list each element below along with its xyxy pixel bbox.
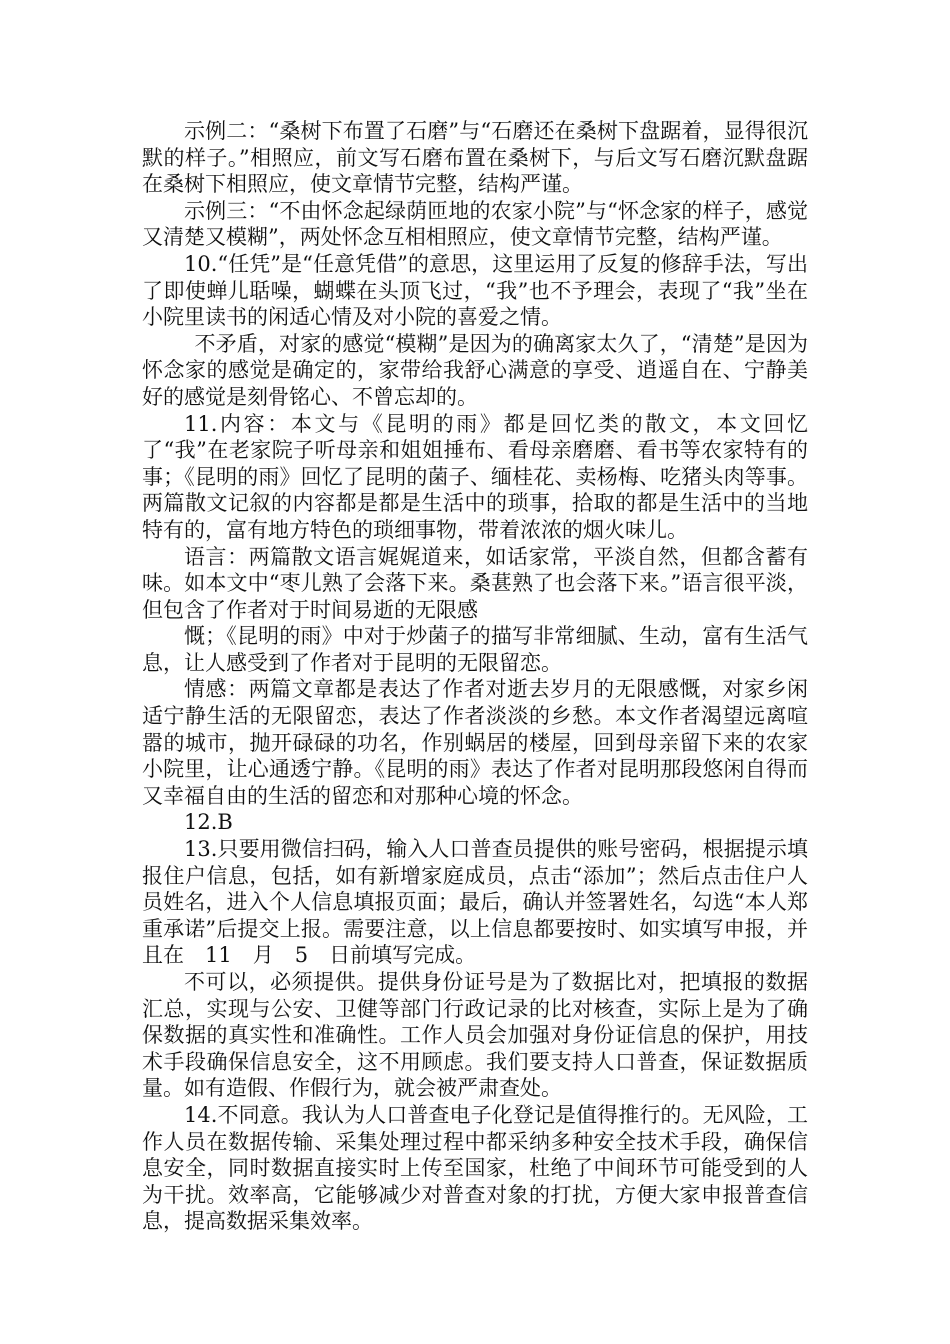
paragraph-example-two: 示例二：“桑树下布置了石磨”与“石磨还在桑树下盘踞着，显得很沉默的样子。”相照应，前文写石磨布置在桑树下，与后文写石磨沉默盘踞在桑树下相照应，使文章情节完整，结构严谨。 (142, 119, 808, 197)
paragraph-answer-10-contradiction: 不矛盾，对家的感觉“模糊”是因为的确离家太久了，“清楚”是因为怀念家的感觉是确定的，家带给我舒心满意的享受、逍遥自在、宁静美好的感觉是刻骨铭心、不曾忘却的。 (142, 331, 808, 409)
paragraph-answer-13-id: 不可以，必须提供。提供身份证号是为了数据比对，把填报的数据汇总，实现与公安、卫健等部门行政记录的比对核查，实际上是为了确保数据的真实性和准确性。工作人员会加强对身份证信息的保护，用技术手段确保信息安全，这不用顾虑。我们要支持人口普查，保证数据质量。如有造假、作假行为，就会被严肃查处。 (142, 970, 808, 1101)
paragraph-answer-11-language-cont: 慨；《昆明的雨》中对于炒菌子的描写非常细腻、生动，富有生活气息，让人感受到了作者对于昆明的无限留恋。 (142, 624, 808, 675)
paragraph-answer-10: 10.“任凭”是“任意凭借”的意思，这里运用了反复的修辞手法，写出了即使蝉儿聒噪，蝴蝶在头顶飞过，“我”也不予理会，表现了“我”坐在小院里读书的闲适心情及对小院的喜爱之情。 (142, 251, 808, 330)
paragraph-example-three: 示例三：“不由怀念起绿荫匝地的农家小院”与“怀念家的样子，感觉又清楚又模糊”，两处怀念互相相照应，使文章情节完整，结构严谨。 (142, 198, 808, 250)
paragraph-answer-11-emotion: 情感：两篇文章都是表达了作者对逝去岁月的无限感慨，对家乡闲适宁静生活的无限留恋，表达了作者淡淡的乡愁。本文作者渴望远离喧嚣的城市，抛开碌碌的功名，作别蜗居的楼屋，回到母亲留下来的农家小院里，让心通透宁静。《昆明的雨》表达了作者对昆明那段悠闲自得而又幸福自由的生活的留恋和对那种心境的怀念。 (142, 677, 808, 808)
paragraph-answer-12: 12.B (184, 810, 233, 835)
paragraph-answer-11-language: 语言：两篇散文语言娓娓道来，如话家常，平淡自然，但都含蓄有味。如本文中“枣儿熟了会落下来。桑葚熟了也会落下来。”语言很平淡，但包含了作者对于时间易逝的无限感 (142, 544, 808, 622)
paragraph-answer-14: 14.不同意。我认为人口普查电子化登记是值得推行的。无风险，工作人员在数据传输、采集处理过程中都采纳多种安全技术手段，确保信息安全，同时数据直接实时上传至国家，杜绝了中间环节可能受到的人为干扰。效率高，它能够减少对普查对象的打扰，方便大家申报普查信息，提高数据采集效率。 (142, 1102, 808, 1234)
paragraph-answer-13: 13.只要用微信扫码，输入人口普查员提供的账号密码，根据提示填报住户信息，包括，如有新增家庭成员，点击“添加”；然后点击住户人员姓名，进入个人信息填报页面；最后，确认并签署姓名，勾选“本人郑重承诺”后提交上报。需要注意，以上信息都要按时、如实填写申报，并且在 11 月 5 日前填写完成。 (142, 837, 808, 968)
paragraph-answer-11-content: 11.内容：本文与《昆明的雨》都是回忆类的散文，本文回忆了“我”在老家院子听母亲和姐姐捶布、看母亲磨磨、看书等农家特有的事；《昆明的雨》回忆了昆明的菌子、缅桂花、卖杨梅、吃猪头肉等事。两篇散文记叙的内容都是都是生活中的琐事，拾取的都是生活中的当地特有的，富有地方特色的琐细事物，带着浓浓的烟火味儿。 (142, 411, 808, 542)
answer-text-body (142, 118, 808, 1235)
